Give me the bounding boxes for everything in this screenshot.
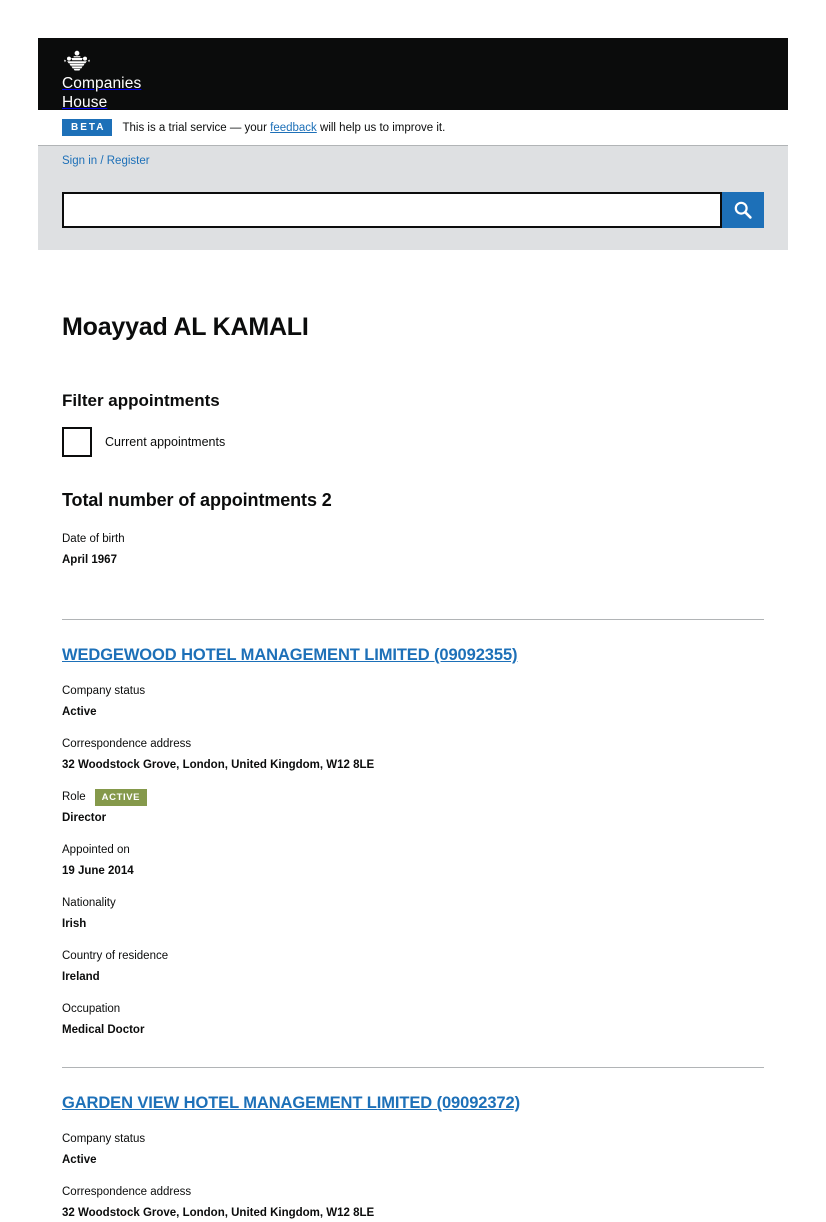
appointment-item [62,1068,764,1222]
correspondence-address-label: Correspondence address [62,1186,192,1198]
search-bar [38,176,788,250]
search-button[interactable] [722,192,764,228]
brand-line-1: Companies [62,75,142,92]
total-appointments-heading: Total number of appointments 2 [62,490,332,510]
status-badge: ACTIVE [95,789,147,806]
company-status-value: Active [62,1154,97,1166]
occupation-label: Occupation [62,1003,121,1015]
company-status-label: Company status [62,685,146,697]
royal-crest-icon [62,50,92,71]
correspondence-address-value: 32 Woodstock Grove, London, United Kingdom, W12 8LE [62,759,375,771]
date-of-birth-label: Date of birth [62,533,125,545]
company-status-block [62,1131,764,1169]
brand-line-2: House [62,94,108,111]
company-status-block [62,683,764,721]
appointed-on-label: Appointed on [62,844,130,856]
appointed-on-value: 19 June 2014 [62,865,134,877]
current-appointments-filter[interactable] [62,427,764,457]
country-of-residence-value: Ireland [62,971,100,983]
companies-house-logo[interactable] [62,50,141,112]
beta-tag: BETA [62,119,112,136]
correspondence-address-label: Correspondence address [62,738,192,750]
search-icon [733,200,753,220]
page-title: Moayyad AL KAMALI [62,313,309,341]
beta-banner-text [122,122,445,134]
current-appointments-label: Current appointments [105,435,226,449]
date-of-birth-value: April 1967 [62,554,117,566]
country-of-residence-label: Country of residence [62,950,169,962]
feedback-link[interactable]: feedback [270,121,317,134]
role-block [62,789,764,827]
beta-text-before: This is a trial service — your [122,121,267,134]
occupation-value: Medical Doctor [62,1024,145,1036]
appointment-item [62,620,764,1039]
correspondence-address-block [62,1184,764,1222]
beta-text-after: will help us to improve it. [320,121,446,134]
nationality-block [62,895,764,933]
role-value: Director [62,812,107,824]
company-status-label: Company status [62,1133,146,1145]
current-appointments-checkbox[interactable] [62,427,92,457]
filter-appointments-heading: Filter appointments [62,391,220,410]
nationality-value: Irish [62,918,87,930]
country-of-residence-block [62,948,764,986]
role-label: Role [62,791,86,803]
sign-in-register-link[interactable]: Sign in / Register [62,155,150,167]
date-of-birth-block [62,531,764,569]
signin-bar [38,146,788,176]
occupation-block [62,1001,764,1039]
company-link[interactable]: WEDGEWOOD HOTEL MANAGEMENT LIMITED (09092355) [62,646,518,664]
site-header [38,38,788,110]
role-label-line [62,789,764,806]
search-input[interactable] [62,192,722,228]
company-status-value: Active [62,706,97,718]
company-link[interactable]: GARDEN VIEW HOTEL MANAGEMENT LIMITED (09092372) [62,1094,520,1112]
page-inner [38,38,788,1222]
nationality-label: Nationality [62,897,116,909]
beta-banner [38,110,788,146]
correspondence-address-value: 32 Woodstock Grove, London, United Kingdom, W12 8LE [62,1207,375,1219]
appointed-on-block [62,842,764,880]
correspondence-address-block [62,736,764,774]
main-content [38,312,788,1222]
